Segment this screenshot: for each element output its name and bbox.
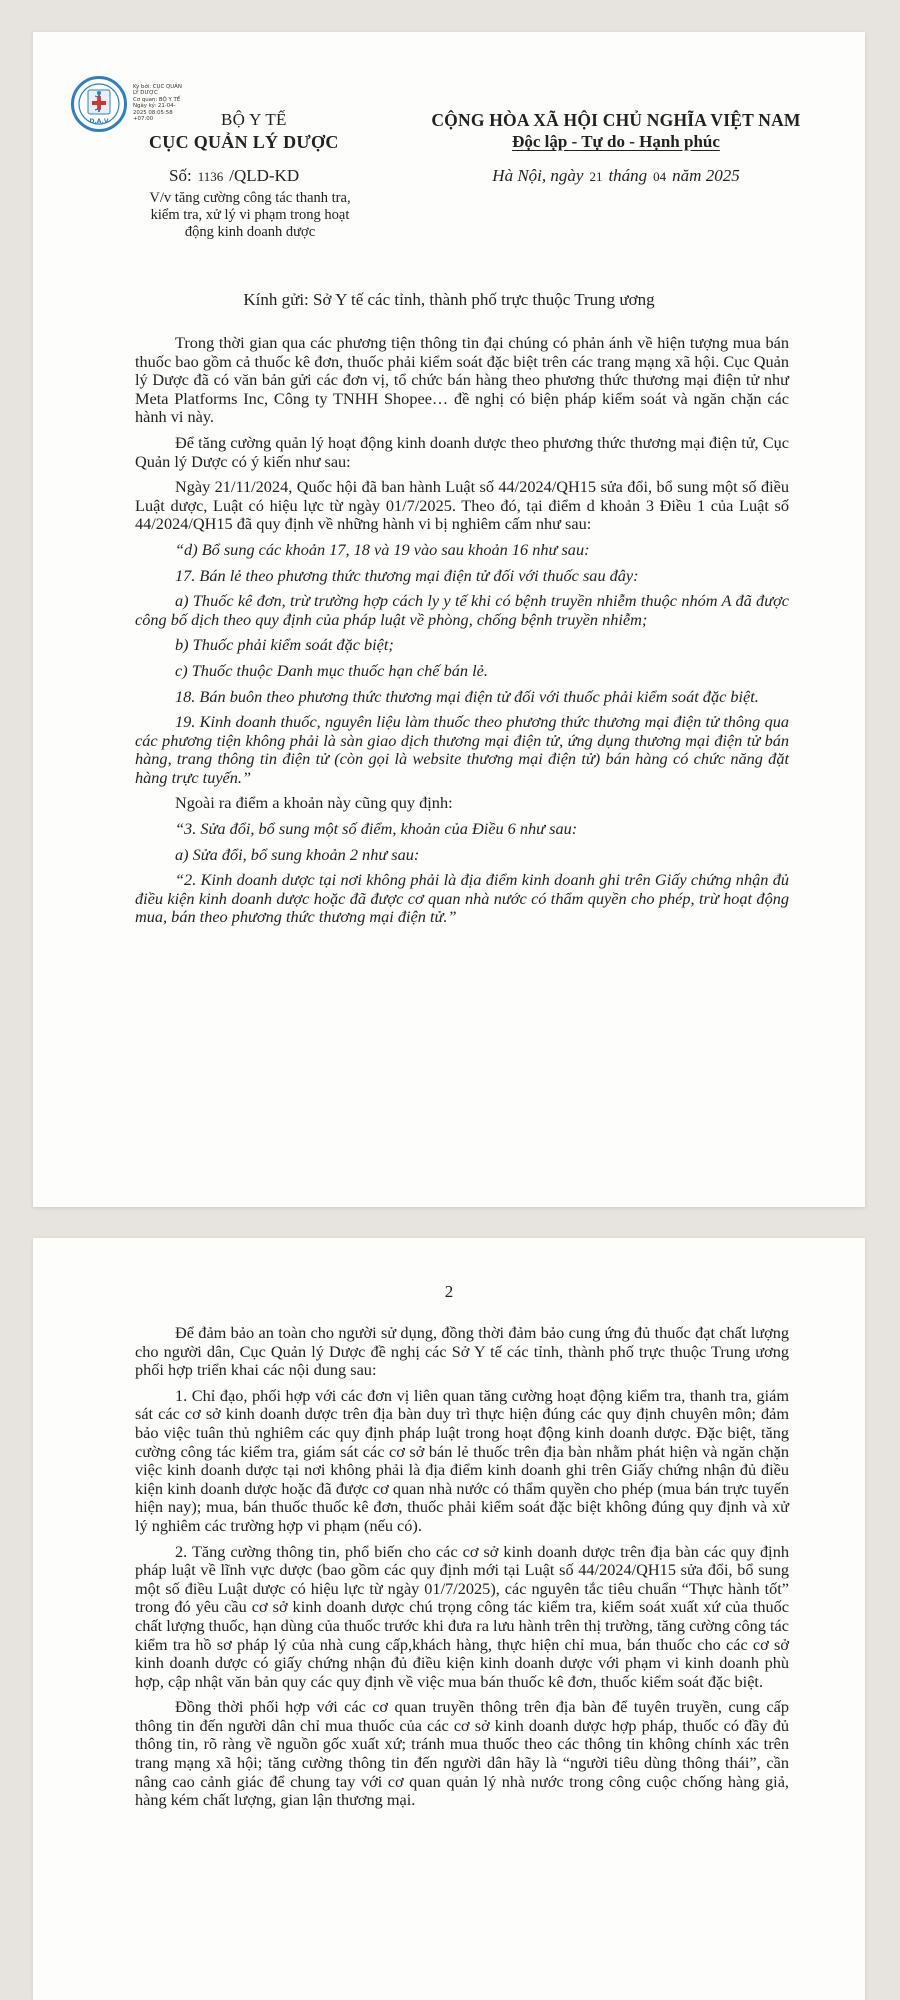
body-paragraph: Trong thời gian qua các phương tiện thông tin đại chúng có phản ánh về hiện tượng mua bán thuốc bao gồm cả thuốc kê đơn, thuốc phải kiểm soát đặc biệt trên các trang mạng xã hội. Cục Quản lý Dược đã có văn bản gửi các đơn vị, tổ chức bán hàng theo phương thức thương mại điện tử như Meta Platforms Inc, Công ty TNHH Shopee… đề nghị có biện pháp kiểm soát và ngăn chặn các hành vi này.	[135, 333, 789, 427]
document-subject: V/v tăng cường công tác thanh tra, kiểm tra, xử lý vi phạm trong hoạt động kinh doanh dược	[149, 190, 351, 240]
number-value: 1136	[197, 169, 224, 184]
page1-body	[135, 334, 789, 934]
quoted-paragraph: c) Thuốc thuộc Danh mục thuốc hạn chế bán lẻ.	[175, 660, 488, 680]
quoted-paragraph: “3. Sửa đổi, bổ sung một số điểm, khoản của Điều 6 như sau:	[175, 819, 578, 839]
agency-name: CỤC QUẢN LÝ DƯỢC	[149, 132, 339, 152]
ministry-name: BỘ Y TẾ	[221, 110, 287, 129]
body-paragraph: Đồng thời phối hợp với các cơ quan truyền thông trên địa bàn để tuyên truyền, cung cấp thông tin đến người dân chỉ mua thuốc của các cơ sở kinh doanh dược hợp pháp, thuốc có đầy đủ thông tin, rõ ràng về nguồn gốc xuất xứ; tránh mua thuốc theo các thông tin không chính xác trên trang mạng xã hội; tăng cường thông tin đến người dân hãy là “người tiêu dùng thông thái”, cần nâng cao cảnh giác để chung tay với cơ quan quản lý nhà nước trong công cuộc chống hàng giả, hàng kém chất lượng, gian lận thương mại.	[135, 1697, 789, 1810]
quoted-paragraph: 17. Bán lẻ theo phương thức thương mại điện tử đối với thuốc sau đây:	[175, 565, 639, 585]
number-label: Số:	[169, 166, 192, 185]
signature-line: +07:00	[133, 116, 154, 123]
date-prefix: Hà Nội, ngày	[492, 166, 584, 185]
body-paragraph: 1. Chỉ đạo, phối hợp với các đơn vị liên quan tăng cường hoạt động kiểm tra, thanh tra, giám sát các cơ sở kinh doanh dược trên địa bàn duy trì thực hiện đúng các quy định chuyên môn; đảm bảo việc tuân thủ nghiêm các quy định pháp luật trong hoạt động kinh doanh dược. Đặc biệt, tăng cường công tác kiểm tra, giám sát các cơ sở bán lẻ thuốc trên địa bàn nhằm phát hiện và ngăn chặn việc kinh doanh dược tại nơi không phải là địa điểm kinh doanh ghi trên Giấy chứng nhận đủ điều kiện kinh doanh dược hoặc đã được cơ quan nhà nước có thẩm quyền cho phép (mua bán trực tuyến hiện nay); mua, bán thuốc thuốc kê đơn, thuốc phải kiểm soát đặc biệt không đúng quy định và xử lý nghiêm các trường hợp vi phạm (nếu có).	[135, 1385, 789, 1535]
signature-line: LÝ DƯỢC	[133, 90, 158, 97]
agency-logo	[71, 76, 127, 132]
document-number	[169, 166, 299, 186]
national-title: CỘNG HÒA XÃ HỘI CHỦ NGHĨA VIỆT NAM	[431, 110, 801, 130]
quoted-paragraph: “d) Bổ sung các khoản 17, 18 và 19 vào sau khoản 16 như sau:	[175, 539, 590, 559]
document-header	[33, 32, 865, 262]
national-motto	[401, 132, 831, 152]
digital-signature-stamp	[133, 84, 205, 122]
recipient-line: Kính gửi: Sở Y tế các tỉnh, thành phố trực thuộc Trung ương	[243, 290, 655, 309]
signature-line: 2025 08:05:58	[133, 109, 173, 116]
body-paragraph: 2. Tăng cường thông tin, phổ biến cho các cơ sở kinh doanh dược trên địa bàn các quy định pháp luật về lĩnh vực dược (bao gồm các quy định mới tại Luật số 44/2024/QH15 sửa đổi, bổ sung một số điều Luật dược có hiệu lực từ ngày 01/7/2025), các nguyên tắc tiêu chuẩn “Thực hành tốt” trong đó yêu cầu cơ sở kinh doanh dược chú trọng công tác kiểm tra, kiểm soát xuất xứ của thuốc chất lượng thuốc, hạn dùng của thuốc trước khi đưa ra lưu hành trên thị trường, tăng cường công tác kiểm tra hồ sơ pháp lý của nhà cung cấp,khách hàng, thực hiện chỉ mua, bán thuốc cho các cơ sở kinh doanh dược có giấy chứng nhận đủ điều kiện kinh doanh dược với phạm vi kinh doanh phù hợp, cập nhật văn bản quy các quy định về việc mua bán thuốc kê đơn, thuốc kiểm soát đặc biệt.	[135, 1541, 789, 1691]
agency-seal-icon	[71, 76, 127, 132]
quoted-paragraph: “2. Kinh doanh dược tại nơi không phải là địa điểm kinh doanh ghi trên Giấy chứng nhận đủ điều kiện kinh doanh dược hoặc đã được cơ quan nhà nước có thẩm quyền cho phép, trừ hoạt động mua, bán theo phương thức thương mại điện tử.”	[135, 870, 789, 927]
date-mid: tháng	[608, 166, 648, 185]
date-month: 04	[653, 169, 667, 184]
motto-text: Độc lập - Tự do - Hạnh phúc	[512, 132, 720, 151]
quoted-paragraph: a) Thuốc kê đơn, trừ trường hợp cách ly y tế khi có bệnh truyền nhiễm thuộc nhóm A đã được công bố dịch theo quy định của pháp luật về phòng, chống bệnh truyền nhiễm;	[135, 591, 789, 629]
signature-line: Ký bởi: CỤC QUẢN	[133, 84, 182, 90]
logo-text: D.A.V	[89, 118, 109, 125]
date-suffix: năm 2025	[672, 166, 740, 185]
document-page-1	[33, 32, 865, 1207]
body-paragraph: Để đảm bảo an toàn cho người sử dụng, đồng thời đảm bảo cung ứng đủ thuốc đạt chất lượng cho người dân, Cục Quản lý Dược đề nghị các Sở Y tế các tỉnh, thành phố trực thuộc Trung ương phối hợp triển khai các nội dung sau:	[135, 1323, 789, 1380]
body-paragraph: Ngoài ra điểm a khoản này cũng quy định:	[175, 793, 453, 813]
page2-body	[135, 1324, 789, 1817]
document-page-2	[33, 1238, 865, 2000]
quoted-paragraph: 18. Bán buôn theo phương thức thương mại điện tử đối với thuốc phải kiểm soát đặc biệt.	[175, 686, 759, 706]
place-and-date	[401, 166, 831, 186]
quoted-paragraph: b) Thuốc phải kiểm soát đặc biệt;	[175, 635, 394, 655]
date-day: 21	[589, 169, 603, 184]
body-paragraph: Để tăng cường quản lý hoạt động kinh doanh dược theo phương thức thương mại điện tử, Cục Quản lý Dược có ý kiến như sau:	[135, 432, 789, 471]
page-number: 2	[444, 1282, 454, 1301]
signature-line: Ngày ký: 21-04-	[133, 103, 176, 110]
signature-line: Cơ quan: BỘ Y TẾ	[133, 96, 181, 103]
quoted-paragraph: a) Sửa đổi, bổ sung khoản 2 như sau:	[175, 844, 420, 864]
number-suffix: /QLD-KD	[229, 166, 300, 185]
body-paragraph: Ngày 21/11/2024, Quốc hội đã ban hành Luật số 44/2024/QH15 sửa đổi, bổ sung một số điều Luật dược, Luật có hiệu lực từ ngày 01/7/2025. Theo đó, tại điểm d khoản 3 Điều 1 của Luật số 44/2024/QH15 đã quy định về những hành vi bị nghiêm cấm như sau:	[135, 477, 789, 534]
quoted-paragraph: 19. Kinh doanh thuốc, nguyên liệu làm thuốc theo phương thức thương mại điện tử thông qua các phương tiện không phải là sàn giao dịch thương mại điện tử, ứng dụng thương mại điện tử bán hàng, trang thông tin điện tử (còn gọi là website thương mại điện tử) bán hàng có chức năng đặt hàng trực tuyến.”	[135, 712, 789, 787]
